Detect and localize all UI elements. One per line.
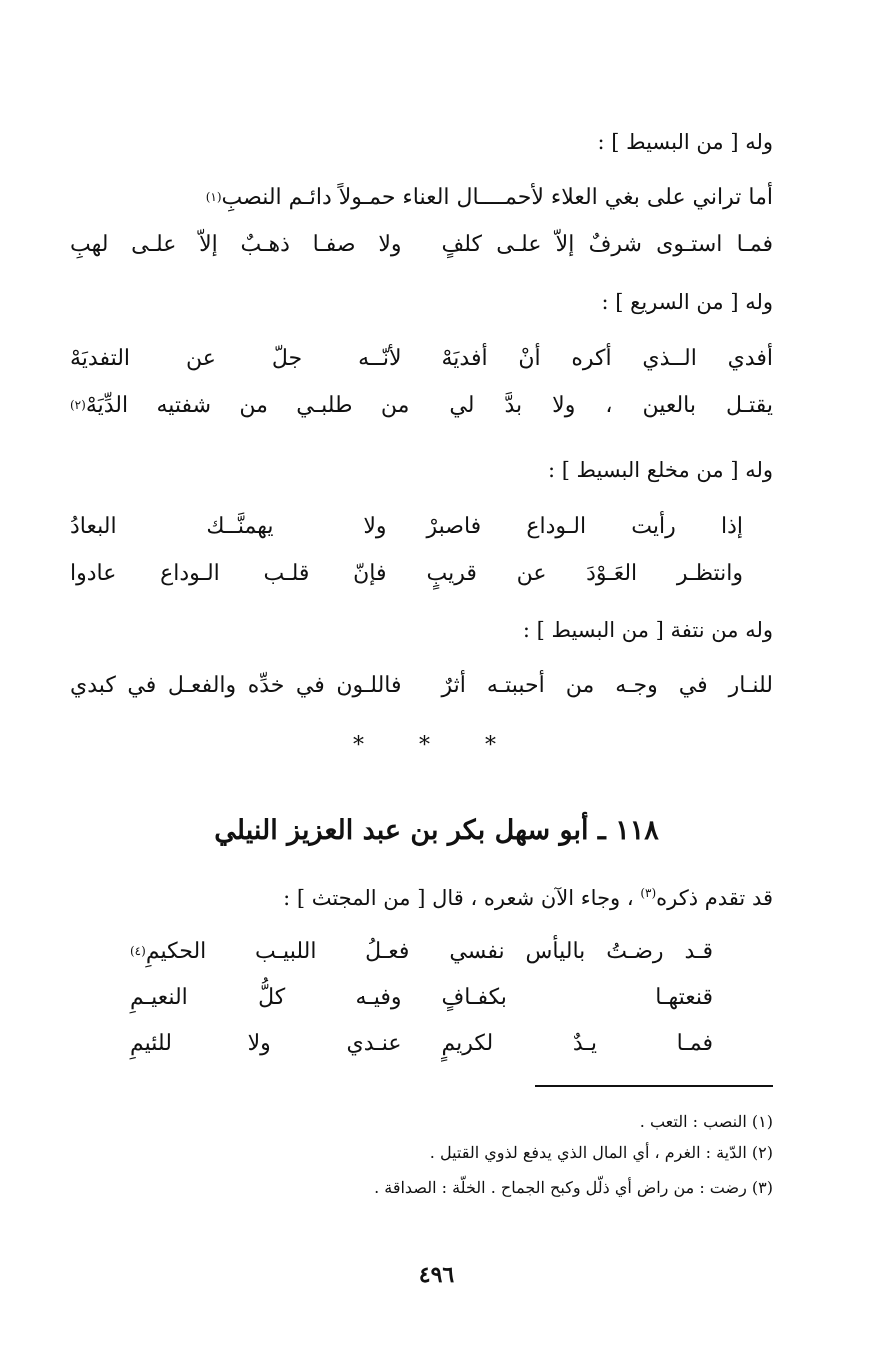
- section-intro: [70, 878, 773, 913]
- poem-intro: وله [ من مخلع البسيط ] :: [547, 458, 773, 482]
- verse-line: [70, 556, 743, 590]
- verse-hemistich-first: قنعتهـا بكفـافٍ: [441, 984, 713, 1010]
- verse-hemistich-second: فاللـون في خدِّه والفعـل في كبدي: [70, 672, 402, 698]
- verse-hemistich-first: فمـا استـوى شرفٌ إلاّ علـى كلفٍ: [441, 231, 773, 257]
- verse-line: [130, 934, 713, 968]
- verse-line: [70, 341, 773, 375]
- footnote-marker: (٤): [129, 944, 146, 958]
- footnote-divider: [535, 1085, 773, 1087]
- footnote-marker: (١): [205, 190, 222, 204]
- footnote: (٣) رضت : من راض أي ذلّل وكبح الجماح . الخلّة : الصداقة .: [374, 1178, 773, 1197]
- footnote-marker: (٢): [69, 398, 86, 412]
- verse-hemistich-first: قـد رضـتُ باليأس نفسي: [449, 938, 713, 964]
- verse-line: [130, 1026, 713, 1060]
- verse-hemistich-first: أفدي الــذي أكره أنْ أفديَهْ: [441, 345, 773, 371]
- poem-intro: وله [ من السريع ] :: [601, 290, 773, 314]
- verse-hemistich-second: ولا يهمنَّــك البعادُ: [70, 513, 387, 539]
- footnote: (١) النصب : التعب .: [639, 1112, 773, 1131]
- verse-hemistich-second: عنـدي ولا للئيمِ: [130, 1030, 402, 1056]
- poem-intro: وله [ من البسيط ] :: [597, 130, 773, 154]
- verse-line: [70, 509, 743, 543]
- verse-line: [130, 980, 713, 1014]
- verse-hemistich-first: فمـا يـدٌ لكريمٍ: [441, 1030, 713, 1056]
- section-intro-text: قد تقدم ذكره: [656, 886, 773, 910]
- verse-text: أما تراني على بغي العلاء لأحمــــال العناء حمـولاً دائـم النصبِ: [221, 184, 773, 210]
- verse-hemistich-second: ولا صفـا ذهـبٌ إلاّ علـى لهبِ: [70, 231, 402, 257]
- page-number: ٤٩٦: [418, 1262, 455, 1288]
- verse-line: [70, 180, 773, 214]
- verse-hemistich-second: فإنّ قلـب الـوداع عادوا: [70, 560, 387, 586]
- footnote-marker: (٣): [640, 886, 657, 900]
- poem-intro: وله من نتفة [ من البسيط ] :: [522, 618, 773, 642]
- verse-hemistich-first: وانتظـر العَـوْدَ عن قريبٍ: [426, 560, 743, 586]
- verse-line: [70, 227, 773, 261]
- section-separator: * * *: [353, 733, 520, 758]
- verse-hemistich-first: إذا رأيت الـوداع فاصبرْ: [426, 513, 743, 539]
- verse-line: [70, 668, 773, 702]
- verse-hemistich-second: لأنّــه جلّ عن التفديَهْ: [70, 345, 402, 371]
- verse-hemistich-second: من طلبـي من شفتيه الدِّيَهْ: [85, 392, 410, 418]
- footnote: (٢) الدّية : الغرم ، أي المال الذي يدفع لذوي القتيل .: [429, 1143, 773, 1162]
- section-intro-text: ، وجاء الآن شعره ، قال [ من المجتث ] :: [283, 886, 641, 910]
- verse-line: [70, 388, 773, 422]
- verse-hemistich-first: يقتـل بالعين ، ولا بدَّ لي: [449, 392, 773, 418]
- verse-hemistich-second: وفيـه كلُّ النعيـمِ: [130, 984, 402, 1010]
- verse-hemistich-first: للنـار في وجـه من أحببتـه أثرٌ: [441, 672, 773, 698]
- verse-hemistich-second: فعـلُ اللبيـب الحكيمِ: [145, 938, 410, 964]
- section-heading: ١١٨ ـ أبو سهل بكر بن عبد العزيز النيلي: [214, 815, 659, 846]
